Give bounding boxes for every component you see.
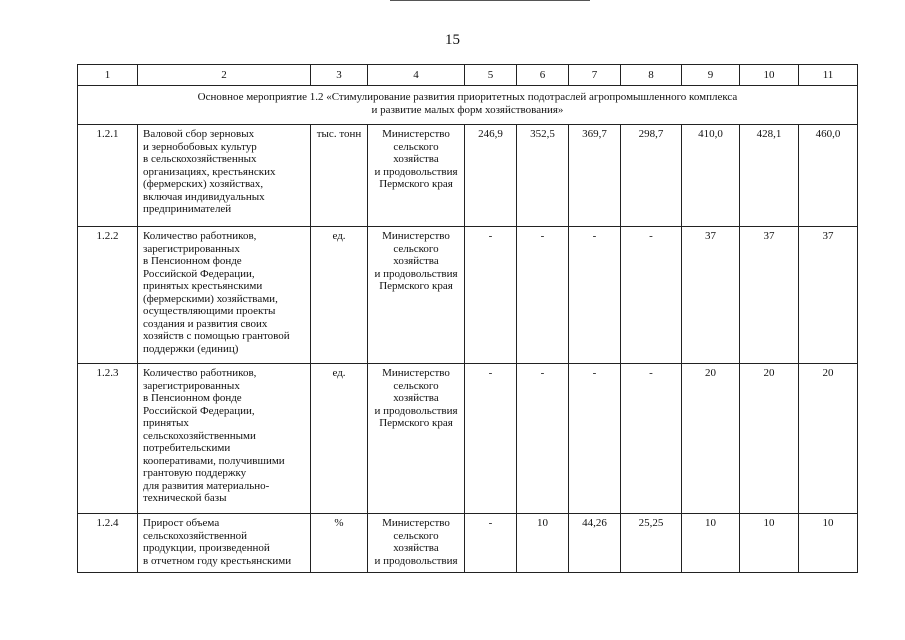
indicator-name-line: в Пенсионном фонде [143,255,242,267]
value-cell: 10 [517,514,569,573]
indicator-name-line: зарегистрированных [143,379,240,392]
header-cell: 8 [621,65,682,86]
header-cell: 6 [517,65,569,86]
header-cell: 7 [569,65,621,86]
unit-cell: ед. [311,364,368,514]
header-cell: 9 [682,65,740,86]
header-cell: 4 [368,65,465,86]
value-cell: 37 [799,227,858,364]
executor-cell-line: Пермского края [379,280,453,292]
value-cell: 10 [799,514,858,573]
value-cell: 37 [682,227,740,364]
unit-cell: % [311,514,368,573]
indicator-name-line: Количество работников, [143,367,257,379]
executor-cell [368,514,465,573]
value-cell: 10 [740,514,799,573]
indicator-name [138,227,311,364]
header-row [78,65,858,86]
indicator-name-line: (фермерских) хозяйствах, [143,178,264,190]
row-number: 1.2.4 [78,514,138,573]
indicator-name-line: зарегистрированных [143,242,240,255]
header-cell: 2 [138,65,311,86]
page-number: 15 [445,32,460,48]
indicator-name [138,125,311,227]
table-row [78,514,858,573]
indicator-name-line: осуществляющими проекты [143,305,276,317]
indicator-name-line: в отчетном году крестьянскими [143,554,292,567]
value-cell: - [621,364,682,514]
indicator-name-line: Прирост объема [143,517,220,529]
indicator-name-line: для развития материально- [143,479,270,492]
header-cell: 11 [799,65,858,86]
indicator-name-line: сельскохозяйственной [143,529,248,542]
value-cell: - [517,227,569,364]
value-cell: 352,5 [517,125,569,227]
value-cell: - [465,364,517,514]
indicator-name-line: (фермерскими) хозяйствами, [143,292,278,305]
value-cell: 410,0 [682,125,740,227]
indicator-name-line: технической базы [143,492,227,504]
unit-cell: ед. [311,227,368,364]
executor-cell-line: сельского [393,529,439,542]
indicator-name [138,514,311,573]
executor-cell-line: хозяйства [393,542,439,554]
executor-cell-line: Министерство [382,230,450,242]
indicator-name-line: продукции, произведенной [143,542,270,554]
executor-cell-line: и продовольствия [374,267,458,280]
row-number: 1.2.1 [78,125,138,227]
value-cell: 246,9 [465,125,517,227]
value-cell: 298,7 [621,125,682,227]
executor-cell-line: сельского [393,242,439,255]
value-cell: - [569,364,621,514]
executor-cell-line: сельского [393,140,439,153]
indicator-name-line: хозяйств с помощью грантовой [143,330,290,342]
value-cell: 25,25 [621,514,682,573]
executor-cell [368,227,465,364]
indicator-name-line: принятых [143,417,189,429]
indicator-name-line: Валовой сбор зерновых [143,128,255,140]
executor-cell-line: Министерство [382,517,450,529]
executor-cell-line: сельского [393,379,439,392]
value-cell: 20 [740,364,799,514]
executor-cell-line: Пермского края [379,178,453,190]
value-cell: 10 [682,514,740,573]
top-rule [390,0,590,1]
indicator-name-line: организациях, крестьянских [143,165,276,178]
value-cell: 44,26 [569,514,621,573]
executor-cell-line: Министерство [382,367,450,379]
executor-cell-line: и продовольствия [374,554,458,567]
executor-cell-line: хозяйства [393,153,439,165]
indicator-name-line: кооперативами, получившими [143,454,285,467]
unit-cell: тыс. тонн [311,125,368,227]
header-cell: 1 [78,65,138,86]
value-cell: 37 [740,227,799,364]
indicator-name-line: предпринимателей [143,203,232,215]
section-title-line: Основное мероприятие 1.2 «Стимулирование развития приоритетных подотраслей агропромышленного комплекса [197,91,738,103]
table-row [78,227,858,364]
value-cell: 20 [682,364,740,514]
table-row [78,125,858,227]
executor-cell-line: Министерство [382,128,450,140]
executor-cell [368,364,465,514]
value-cell: - [621,227,682,364]
value-cell: 428,1 [740,125,799,227]
indicator-name-line: создания и развития своих [143,317,268,330]
indicator-name-line: включая индивидуальных [143,190,265,203]
executor-cell-line: и продовольствия [374,165,458,178]
value-cell: 369,7 [569,125,621,227]
row-number: 1.2.3 [78,364,138,514]
executor-cell-line: Пермского края [379,417,453,429]
indicator-name-line: Количество работников, [143,230,257,242]
indicator-name-line: в Пенсионном фонде [143,392,242,404]
indicator-name-line: потребительскими [143,442,231,454]
indicators-table [77,64,858,573]
value-cell: - [517,364,569,514]
indicator-name-line: и зернобобовых культур [143,140,257,153]
indicator-name-line: в сельскохозяйственных [143,153,257,165]
header-cell: 10 [740,65,799,86]
section-title-line: и развитие малых форм хозяйствования» [371,103,564,116]
header-cell: 3 [311,65,368,86]
table-row [78,364,858,514]
value-cell: - [465,227,517,364]
executor-cell [368,125,465,227]
indicator-name-line: Российской Федерации, [143,404,255,417]
executor-cell-line: хозяйства [393,392,439,404]
value-cell: - [465,514,517,573]
section-row [78,86,858,125]
indicator-name-line: Российской Федерации, [143,267,255,280]
section-title [78,86,858,125]
indicator-name [138,364,311,514]
indicator-name-line: сельскохозяйственными [143,429,256,442]
value-cell: 20 [799,364,858,514]
executor-cell-line: хозяйства [393,255,439,267]
value-cell: 460,0 [799,125,858,227]
indicator-name-line: поддержки (единиц) [143,342,239,355]
executor-cell-line: и продовольствия [374,404,458,417]
indicator-name-line: принятых крестьянскими [143,280,263,292]
header-cell: 5 [465,65,517,86]
indicator-name-line: грантовую поддержку [143,467,247,479]
row-number: 1.2.2 [78,227,138,364]
value-cell: - [569,227,621,364]
